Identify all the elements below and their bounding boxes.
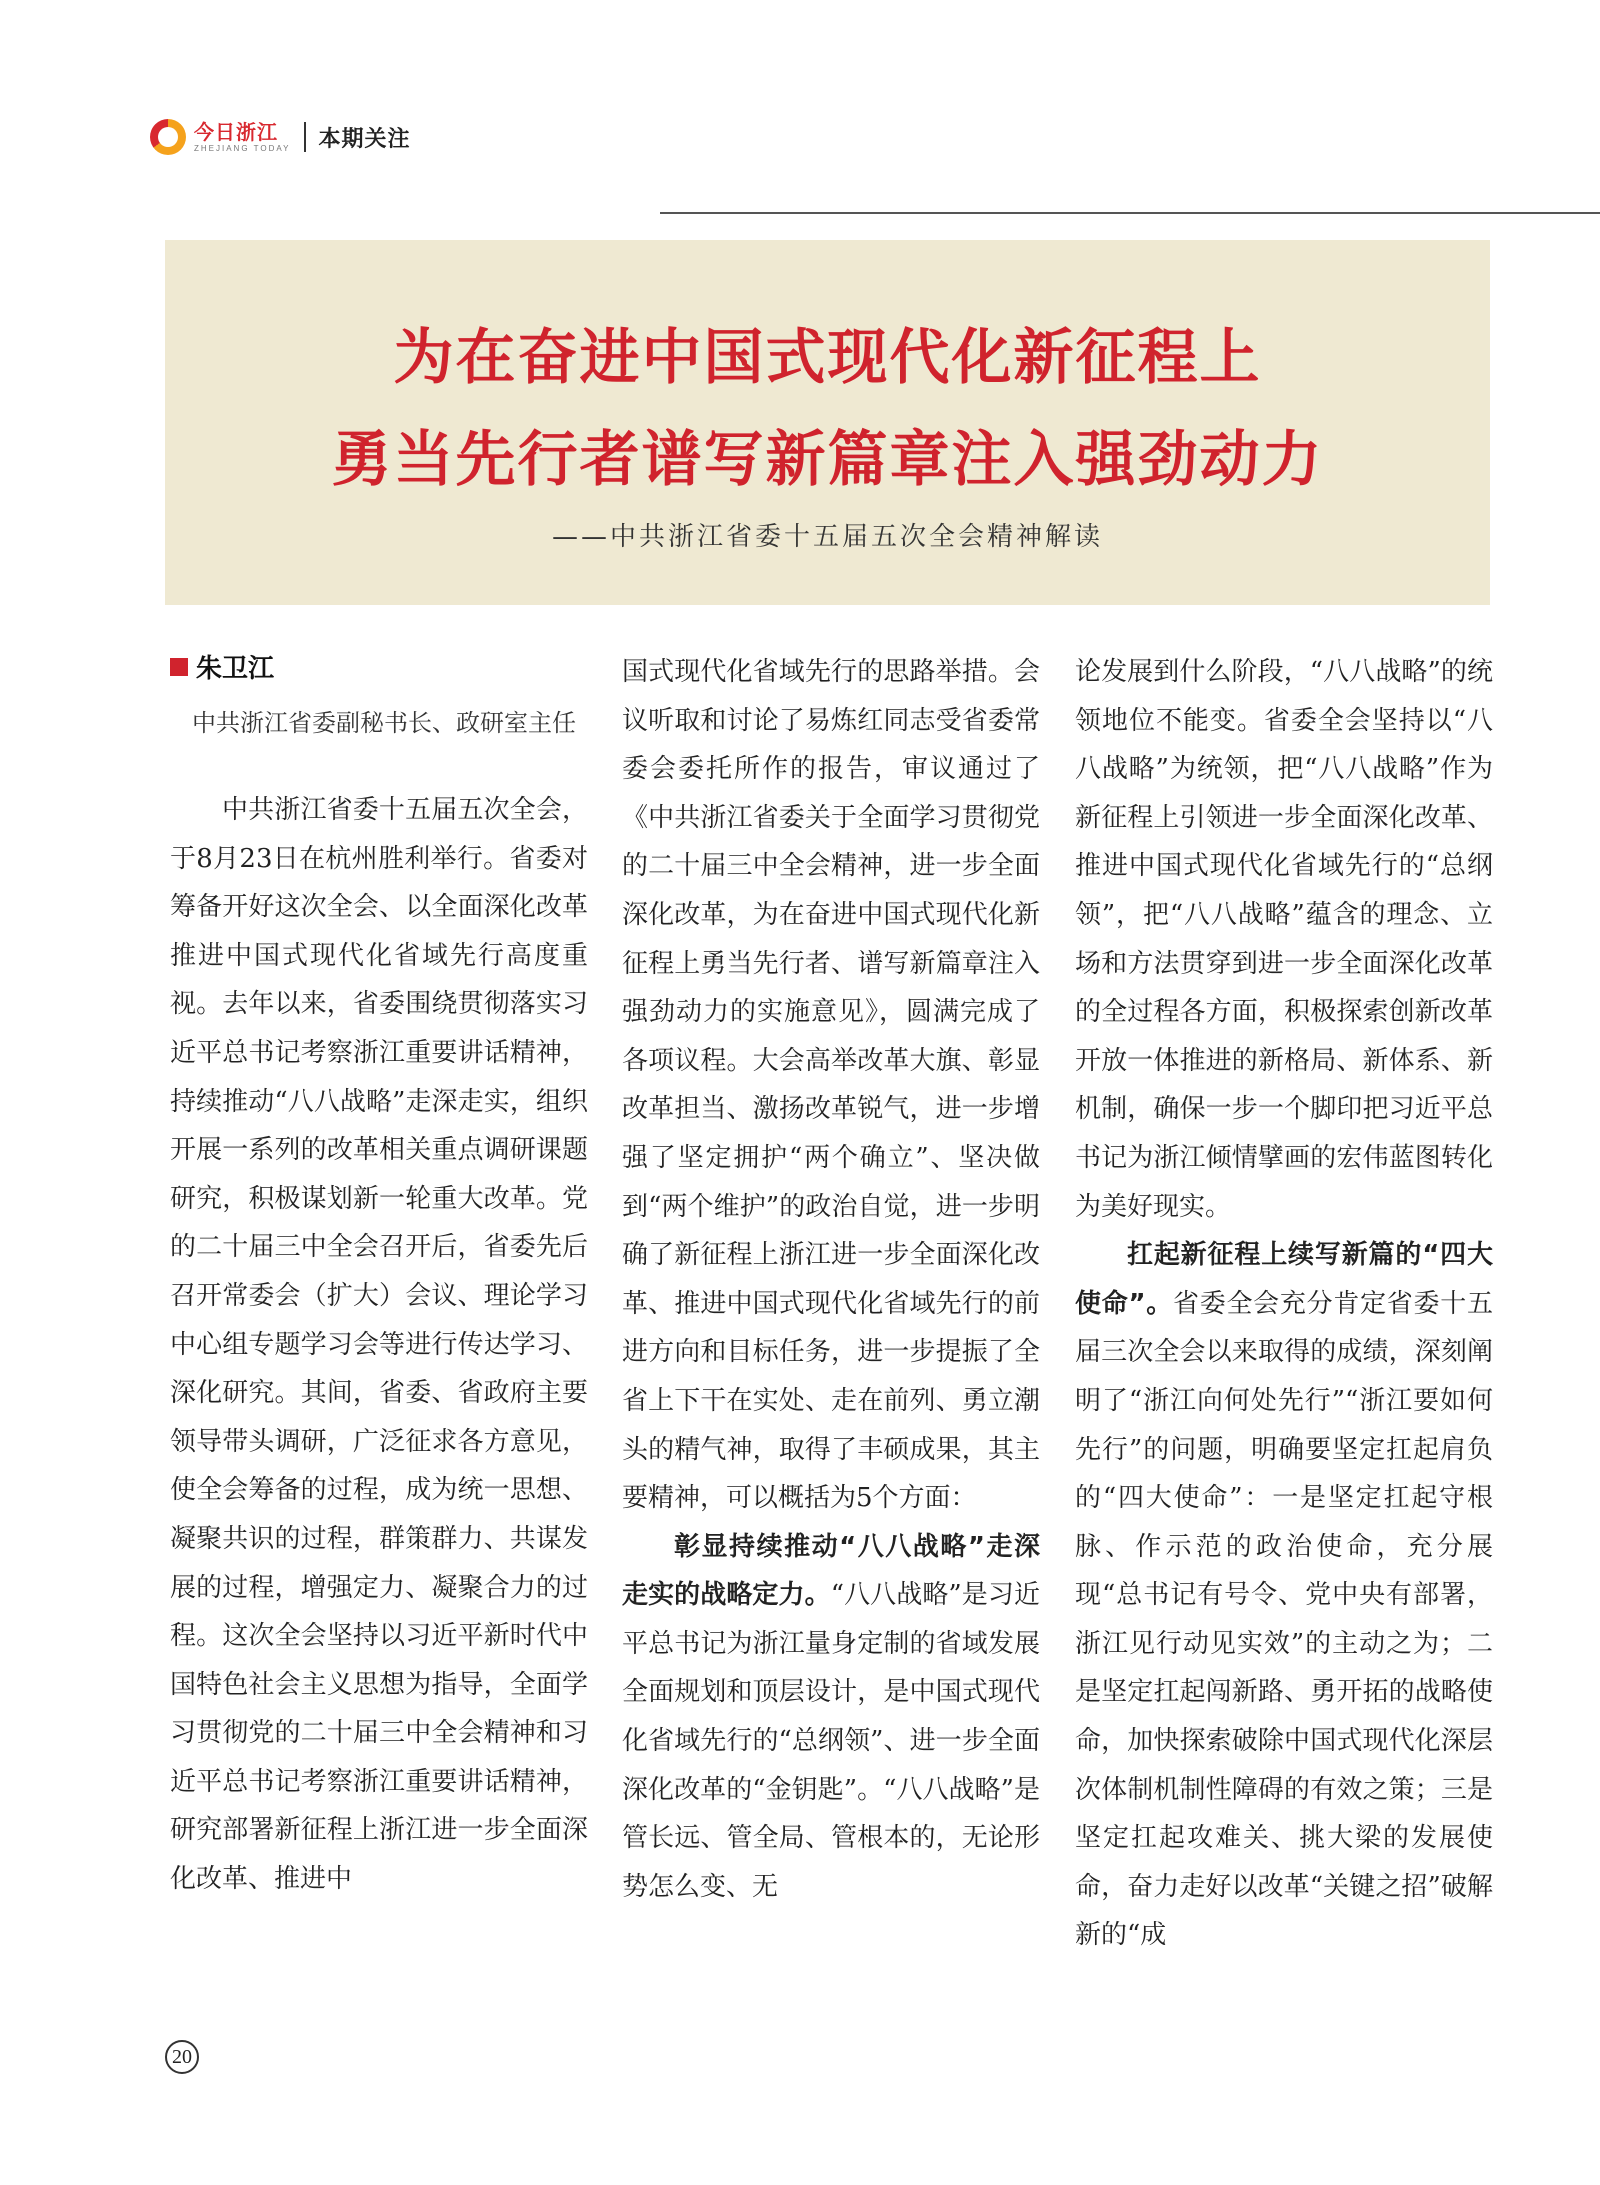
paragraph — [1075, 1231, 1493, 1960]
text-column-1 — [170, 786, 588, 1904]
header-rule — [660, 212, 1600, 214]
header-divider — [304, 122, 306, 152]
magazine-logo — [150, 119, 290, 155]
page-number: 20 — [165, 2040, 199, 2074]
article-title-line-1: 为在奋进中国式现代化新征程上 — [393, 323, 1262, 393]
article-title-line-2: 勇当先行者谱写新篇章注入强劲动力 — [331, 425, 1324, 495]
paragraph-text: “八八战略”是习近平总书记为浙江量身定制的省域发展全面规划和顶层设计，是中国式现代化省域先行的“总纲领”、进一步全面深化改革的“金钥匙”。“八八战略”是管长远、管全局、管根本的，无论形势怎么变、无 — [622, 1580, 1040, 1902]
author-name-text: 朱卫江 — [196, 654, 275, 684]
paragraph — [622, 1523, 1040, 1912]
paragraph: 中共浙江省委十五届五次全会，于8月23日在杭州胜利举行。省委对筹备开好这次全会、以全面深化改革推进中国式现代化省域先行高度重视。去年以来，省委围绕贯彻落实习近平总书记考察浙江重要讲话精神，持续推动“八八战略”走深走实，组织开展一系列的改革相关重点调研课题研究，积极谋划新一轮重大改革。党的二十届三中全会召开后，省委先后召开常委会（扩大）会议、理论学习中心组专题学习会等进行传达学习、深化研究。其间，省委、省政府主要领导带头调研，广泛征求各方意见，使全会筹备的过程，成为统一思想、凝聚共识的过程，群策群力、共谋发展的过程，增强定力、凝聚合力的过程。这次全会坚持以习近平新时代中国特色社会主义思想为指导，全面学习贯彻党的二十届三中全会精神和习近平总书记考察浙江重要讲话精神，研究部署新征程上浙江进一步全面深化改革、推进中 — [170, 795, 588, 1895]
logo-icon — [150, 119, 186, 155]
author-position: 中共浙江省委副秘书长、政研室主任 — [192, 709, 576, 737]
paragraph-text: 省委全会充分肯定省委十五届三次全会以来取得的成绩，深刻阐明了“浙江向何处先行”“浙江要如何先行”的问题，明确要坚定扛起肩负的“四大使命”：一是坚定扛起守根脉、作示范的政治使命，充分展现“总书记有号令、党中央有部署，浙江见行动见实效”的主动之为；二是坚定扛起闯新路、勇开拓的战略使命，加快探索破除中国式现代化深层次体制机制性障碍的有效之策；三是坚定扛起攻难关、挑大梁的发展使命，奋力走好以改革“关键之招”破解新的“成 — [1075, 1288, 1493, 1951]
logo-chinese: 今日浙江 — [194, 119, 278, 144]
text-column-2 — [622, 648, 1040, 1911]
section-label: 本期关注 — [318, 126, 411, 152]
section-lead: 彰显持续推动“八八战略”走深走实的战略定力。 — [622, 1531, 1040, 1611]
section-lead: 扛起新征程上续写新篇的“四大使命”。 — [1075, 1240, 1493, 1319]
page-header — [150, 112, 410, 162]
article-subtitle: ——中共浙江省委十五届五次全会精神解读 — [551, 522, 1103, 552]
author-block — [170, 648, 590, 738]
logo-english: ZHEJIANG TODAY — [194, 143, 291, 153]
red-square-icon — [170, 658, 188, 676]
text-column-3 — [1075, 648, 1493, 1960]
author-name — [170, 648, 590, 685]
title-banner — [165, 240, 1490, 605]
paragraph: 论发展到什么阶段，“八八战略”的统领地位不能变。省委全会坚持以“八八战略”为统领，把“八八战略”作为新征程上引领进一步全面深化改革、推进中国式现代化省域先行的“总纲领”，把“八八战略”蕴含的理念、立场和方法贯穿到进一步全面深化改革的全过程各方面，积极探索创新改革开放一体推进的新格局、新体系、新机制，确保一步一个脚印把习近平总书记为浙江倾情擘画的宏伟蓝图转化为美好现实。 — [1075, 657, 1493, 1222]
paragraph: 国式现代化省域先行的思路举措。会议听取和讨论了易炼红同志受省委常委会委托所作的报告，审议通过了《中共浙江省委关于全面学习贯彻党的二十届三中全会精神，进一步全面深化改革，为在奋进中国式现代化新征程上勇当先行者、谱写新篇章注入强劲动力的实施意见》，圆满完成了各项议程。大会高举改革大旗、彰显改革担当、激扬改革锐气，进一步增强了坚定拥护“两个确立”、坚决做到“两个维护”的政治自觉，进一步明确了新征程上浙江进一步全面深化改革、推进中国式现代化省域先行的前进方向和目标任务，进一步提振了全省上下干在实处、走在前列、勇立潮头的精气神，取得了丰硕成果，其主要精神，可以概括为5个方面： — [622, 657, 1040, 1514]
